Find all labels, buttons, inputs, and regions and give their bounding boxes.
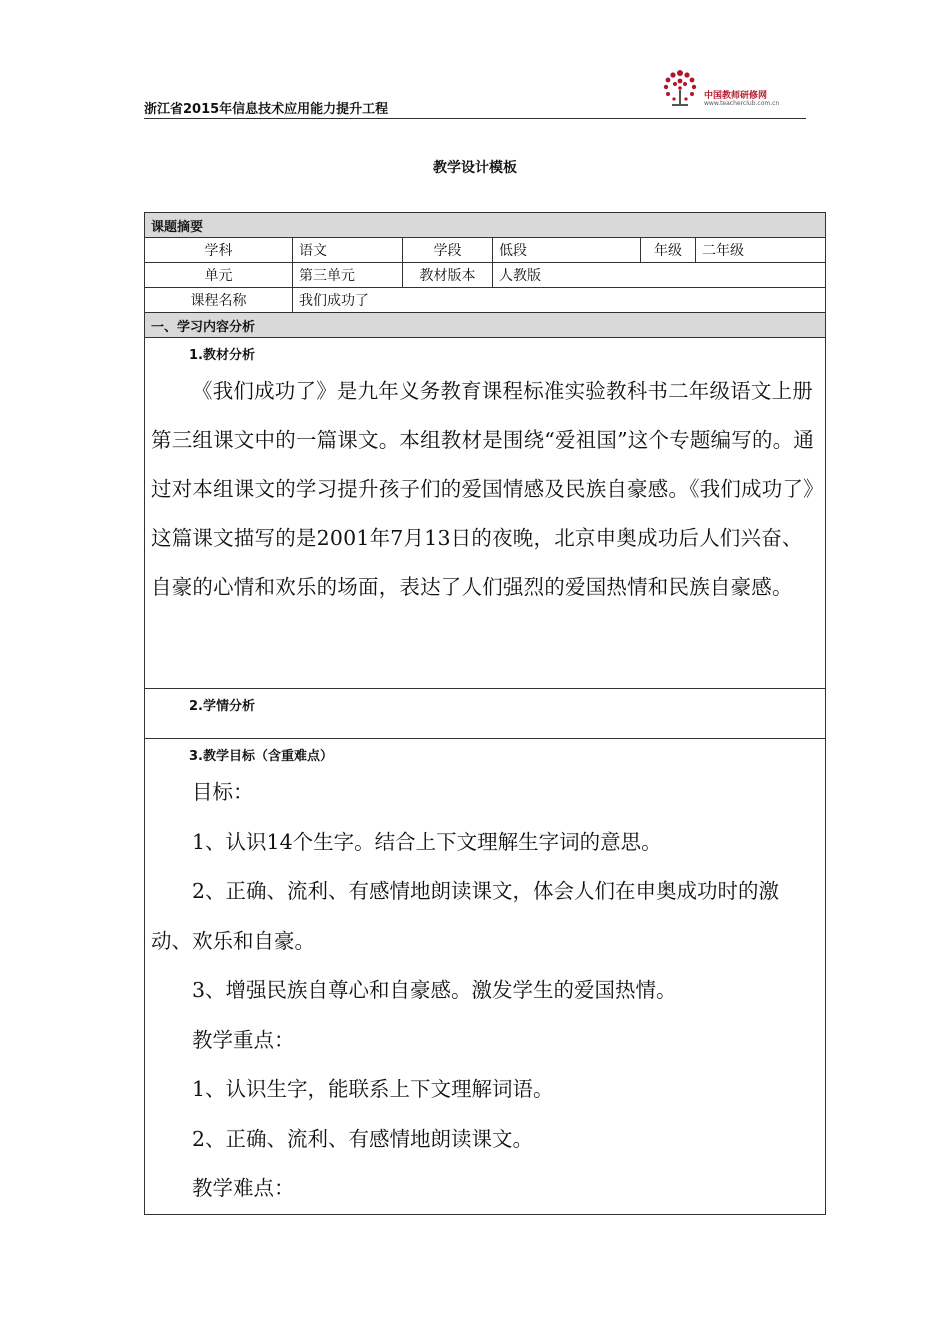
- page-header-title: 浙江省2015年信息技术应用能力提升工程: [144, 102, 389, 117]
- logo-flower-icon: [656, 66, 704, 114]
- summary-row-subject: [145, 238, 826, 263]
- subject-value: 语文: [293, 238, 403, 263]
- document-title: 教学设计模板: [433, 160, 517, 176]
- stage-label: 学段: [403, 238, 493, 263]
- material-analysis-title: 1.教材分析: [189, 348, 255, 363]
- grade-value: 二年级: [696, 238, 826, 263]
- goal-line: 教学难点：: [192, 1176, 295, 1200]
- section1-band: 一、学习内容分析: [145, 313, 826, 338]
- teacherclub-logo: [656, 66, 806, 116]
- lesson-design-table: [144, 212, 826, 1215]
- material-analysis-text: 《我们成功了》是九年义务教育课程标准实验教科书二年级语文上册第三组课文中的一篇课文。本组教材是围绕“爱祖国”这个专题编写的。通过对本组课文的学习提升孩子们的爱国情感及民族自豪感。《我们成功了》这篇课文描写的是2001年7月13日的夜晚，北京申奥成功后人们兴奋、自豪的心情和欢乐的场面，表达了人们强烈的爱国热情和民族自豪感。: [151, 379, 815, 599]
- summary-band: 课题摘要: [145, 213, 826, 238]
- logo-text: 中国教师研修网: [704, 91, 768, 101]
- goal-line: 1、认识生字，能联系上下文理解词语。: [192, 1077, 554, 1101]
- material-analysis-cell: [145, 338, 826, 689]
- teaching-goals-title: 3.教学目标（含重难点）: [189, 749, 333, 764]
- summary-row-unit: [145, 263, 826, 288]
- learner-analysis-title: 2.学情分析: [189, 699, 255, 714]
- goal-line: 2、正确、流利、有感情地朗读课文。: [192, 1126, 534, 1151]
- logo-url: www.teacherclub.com.cn: [704, 100, 780, 107]
- unit-value: 第三单元: [293, 263, 403, 288]
- summary-row-course: [145, 288, 826, 313]
- grade-label: 年级: [641, 238, 696, 263]
- goal-line: 教学重点：: [192, 1027, 295, 1052]
- edition-value: 人教版: [493, 263, 826, 288]
- goal-line: 3、增强民族自尊心和自豪感。激发学生的爱国热情。: [192, 978, 677, 1002]
- goal-line: 2、正确、流利、有感情地朗读课文，体会人们在申奥成功时的激动、欢乐和自豪。: [151, 879, 780, 953]
- learner-analysis-cell: [145, 689, 826, 739]
- course-label: 课程名称: [145, 288, 293, 313]
- header-divider: [144, 118, 806, 119]
- edition-label: 教材版本: [403, 263, 493, 288]
- goal-line: 目标：: [192, 780, 254, 804]
- subject-label: 学科: [145, 238, 293, 263]
- goal-line: 1、认识14个生字。结合上下文理解生字词的意思。: [192, 829, 662, 854]
- teaching-goals-cell: [145, 739, 826, 1215]
- stage-value: 低段: [493, 238, 641, 263]
- course-value: 我们成功了: [293, 288, 826, 313]
- unit-label: 单元: [145, 263, 293, 288]
